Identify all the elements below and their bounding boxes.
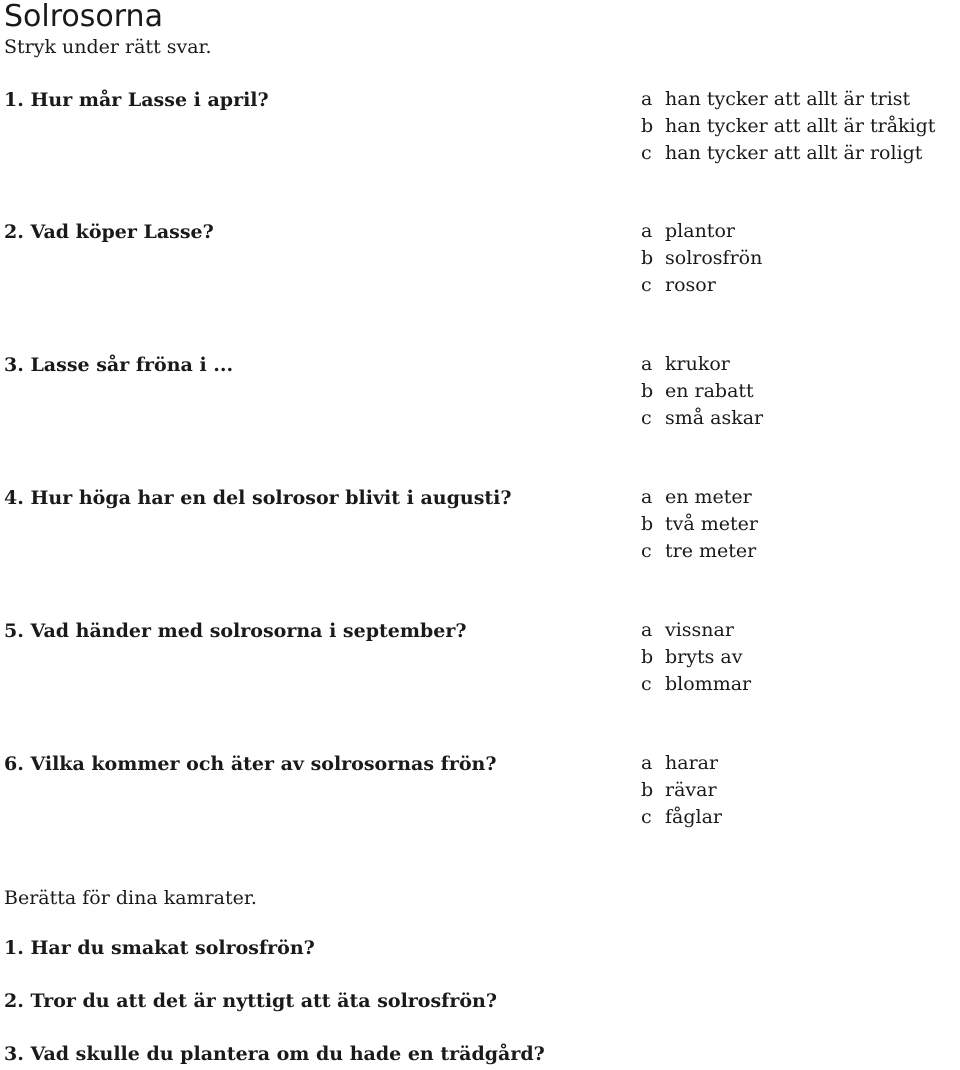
- discussion-question-3: 3. Vad skulle du plantera om du hade en trädgård?: [4, 1043, 545, 1065]
- question-3: 3. Lasse sår fröna i ...: [4, 354, 234, 376]
- option-5b[interactable]: b bryts av: [641, 646, 743, 668]
- page-title: Solrosorna: [4, 0, 163, 34]
- option-3a[interactable]: a krukor: [641, 353, 730, 375]
- option-1b[interactable]: b han tycker att allt är tråkigt: [641, 115, 936, 137]
- option-6a[interactable]: a harar: [641, 752, 719, 774]
- option-2a[interactable]: a plantor: [641, 220, 735, 242]
- option-4c[interactable]: c tre meter: [641, 540, 757, 562]
- option-2c[interactable]: c rosor: [641, 274, 716, 296]
- question-1: 1. Hur mår Lasse i april?: [4, 89, 269, 111]
- instruction-text: Stryk under rätt svar.: [4, 36, 212, 58]
- question-2: 2. Vad köper Lasse?: [4, 221, 214, 243]
- options-3: [641, 351, 763, 432]
- discussion-question-1: 1. Har du smakat solrosfrön?: [4, 937, 315, 959]
- option-1c[interactable]: c han tycker att allt är roligt: [641, 142, 923, 164]
- option-4a[interactable]: a en meter: [641, 486, 752, 508]
- options-1: [641, 86, 935, 167]
- options-6: [641, 750, 722, 831]
- option-5c[interactable]: c blommar: [641, 673, 752, 695]
- question-6: 6. Vilka kommer och äter av solrosornas frön?: [4, 753, 497, 775]
- options-4: [641, 484, 758, 565]
- option-4b[interactable]: b två meter: [641, 513, 758, 535]
- option-5a[interactable]: a vissnar: [641, 619, 734, 641]
- option-3b[interactable]: b en rabatt: [641, 380, 754, 402]
- discussion-question-2: 2. Tror du att det är nyttigt att äta solrosfrön?: [4, 990, 497, 1012]
- question-5: 5. Vad händer med solrosorna i september?: [4, 620, 467, 642]
- options-5: [641, 617, 751, 698]
- option-1a[interactable]: a han tycker att allt är trist: [641, 88, 911, 110]
- option-3c[interactable]: c små askar: [641, 407, 764, 429]
- question-4: 4. Hur höga har en del solrosor blivit i augusti?: [4, 487, 512, 509]
- options-2: [641, 218, 762, 299]
- option-2b[interactable]: b solrosfrön: [641, 247, 763, 269]
- option-6b[interactable]: b rävar: [641, 779, 717, 801]
- option-6c[interactable]: c fåglar: [641, 806, 723, 828]
- discussion-heading: Berätta för dina kamrater.: [4, 887, 257, 909]
